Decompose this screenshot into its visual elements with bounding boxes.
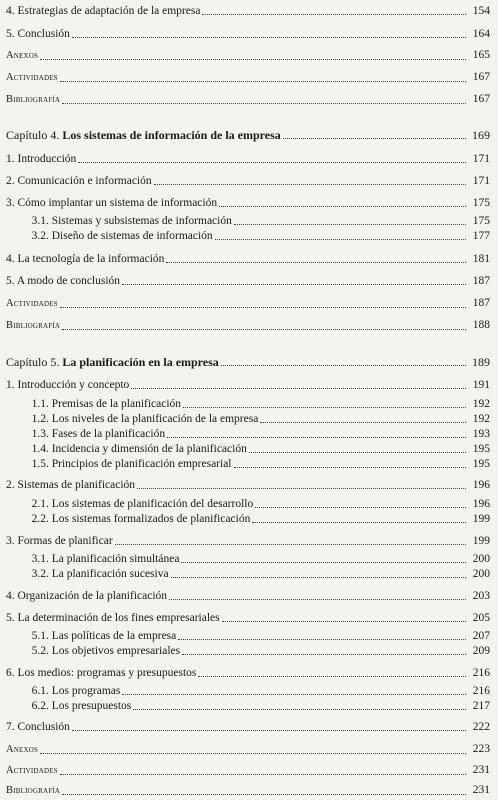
toc-section-entry[interactable] — [6, 589, 490, 603]
toc-subsection-entry[interactable] — [32, 699, 490, 713]
page-number: 199 — [472, 513, 490, 525]
toc-entry-title: 2.1. Los sistemas de planificación del desarrollo — [31, 498, 254, 510]
toc-entry-title: 5.1. Las políticas de la empresa — [31, 630, 177, 642]
toc-section-entry[interactable] — [6, 70, 490, 85]
page-number: 231 — [472, 764, 490, 776]
dot-leader — [133, 708, 466, 710]
toc-entry-title: 2. Comunicación e información — [6, 175, 152, 187]
toc-section-entry[interactable] — [6, 174, 490, 188]
page-number: 188 — [472, 319, 490, 331]
toc-entry-title: 5. La determinación de los fines empresariales — [6, 612, 220, 624]
dot-leader — [40, 58, 466, 60]
toc-section-entry[interactable] — [6, 378, 490, 392]
page-number: 181 — [472, 253, 490, 265]
dot-leader — [167, 436, 466, 438]
dot-leader — [221, 364, 466, 366]
toc-subsection-entry[interactable] — [32, 229, 490, 243]
dot-leader — [182, 653, 466, 655]
page-number: 193 — [472, 428, 490, 440]
toc-subsection-entry[interactable] — [32, 427, 490, 441]
toc-entry-title: 3. Formas de planificar — [6, 535, 113, 547]
toc-entry-title: 7. Conclusión — [6, 721, 70, 733]
toc-section-entry[interactable] — [6, 274, 490, 288]
dot-leader — [255, 506, 466, 508]
page-number: 222 — [472, 721, 490, 733]
page-number: 169 — [472, 128, 490, 142]
toc-entry-title: Actividades — [6, 72, 58, 83]
toc-entry-title: 1. Introducción — [6, 153, 77, 165]
toc-entry-title: Bibliografía — [6, 785, 61, 796]
dot-leader — [260, 421, 466, 423]
toc-section-entry[interactable] — [6, 720, 490, 734]
toc-entry-title: 1.1. Premisas de la planificación — [31, 398, 182, 410]
page-number: 200 — [472, 568, 490, 580]
section-divider — [0, 118, 498, 119]
toc-section-entry[interactable] — [6, 152, 490, 166]
page-number: 231 — [472, 784, 490, 796]
dot-leader — [171, 576, 466, 578]
toc-entry-title: 4. La tecnología de la información — [6, 253, 165, 265]
page-number: 196 — [472, 479, 490, 491]
toc-subsection-entry[interactable] — [32, 497, 490, 511]
dot-leader — [222, 620, 466, 622]
section-divider — [0, 345, 498, 346]
toc-subsection-entry[interactable] — [32, 567, 490, 581]
toc-entry-title: 4. Organización de la planificación — [6, 590, 168, 602]
toc-entry-title: 3. Cómo implantar un sistema de información — [6, 197, 218, 209]
page-number: 209 — [472, 645, 490, 657]
dot-leader — [252, 521, 466, 523]
toc-entry-title: 2. Sistemas de planificación — [6, 479, 136, 491]
page-number: 164 — [472, 28, 490, 40]
chapter-number: Capítulo 4. — [6, 128, 60, 142]
toc-section-entry[interactable] — [6, 763, 490, 778]
dot-leader — [154, 183, 466, 185]
page-number: 175 — [472, 197, 490, 209]
toc-entry-title: 1.5. Principios de planificación empresarial — [31, 458, 232, 470]
toc-entry-title: 4. Estrategias de adaptación de la empresa — [6, 5, 201, 17]
toc-subsection-entry[interactable] — [32, 512, 490, 526]
toc-entry-title: 5. A modo de conclusión — [6, 275, 121, 287]
toc-chapter-entry[interactable] — [6, 355, 490, 369]
dot-leader — [219, 205, 466, 207]
toc-subsection-entry[interactable] — [32, 552, 490, 566]
toc-entry-title: 3.2. Diseño de sistemas de información — [31, 230, 213, 242]
page-number: 223 — [472, 743, 490, 755]
page-number: 195 — [472, 443, 490, 455]
dot-leader — [234, 223, 466, 225]
toc-entry-title: 2.2. Los sistemas formalizados de planificación — [31, 513, 251, 525]
page-number: 192 — [472, 413, 490, 425]
dot-leader — [131, 387, 466, 389]
page-number: 167 — [472, 71, 490, 83]
toc-section-entry[interactable] — [6, 4, 490, 18]
dot-leader — [183, 406, 466, 408]
page-number: 203 — [472, 590, 490, 602]
toc-entry-title: Anexos — [6, 50, 39, 61]
dot-leader — [60, 80, 466, 82]
page-number: 187 — [472, 297, 490, 309]
dot-leader — [62, 793, 466, 795]
toc-entry-title: Bibliografía — [6, 320, 61, 331]
toc-section-entry[interactable] — [6, 92, 490, 107]
toc-entry-title: 1.4. Incidencia y dimensión de la planificación — [31, 443, 247, 455]
toc-subsection-entry[interactable] — [32, 442, 490, 456]
toc-section-entry[interactable] — [6, 296, 490, 311]
page-number: 165 — [472, 49, 490, 61]
toc-entry-title: 3.1. La planificación simultánea — [31, 553, 180, 565]
toc-section-entry[interactable] — [6, 252, 490, 266]
dot-leader — [122, 283, 466, 285]
page-number: 207 — [472, 630, 490, 642]
dot-leader — [198, 675, 466, 677]
toc-section-entry[interactable] — [6, 27, 490, 41]
page-number: 195 — [472, 458, 490, 470]
page-number: 171 — [472, 175, 490, 187]
page-number: 191 — [472, 379, 490, 391]
toc-section-entry[interactable] — [6, 534, 490, 548]
toc-section-entry[interactable] — [6, 196, 490, 210]
toc-entry-title — [6, 355, 219, 369]
toc-subsection-entry[interactable] — [32, 644, 490, 658]
dot-leader — [115, 543, 466, 545]
toc-section-entry[interactable] — [6, 318, 490, 333]
dot-leader — [62, 102, 466, 104]
page-number: 196 — [472, 498, 490, 510]
toc-subsection-entry[interactable] — [32, 684, 490, 698]
toc-subsection-entry[interactable] — [32, 397, 490, 411]
dot-leader — [40, 752, 466, 754]
dot-leader — [78, 161, 466, 163]
page-number: 216 — [472, 667, 490, 679]
page-number: 199 — [472, 535, 490, 547]
page-number: 154 — [472, 5, 490, 17]
toc-entry-title: 5.2. Los objetivos empresariales — [31, 645, 181, 657]
toc-entry-title: 1.3. Fases de la planificación — [31, 428, 166, 440]
toc-entry-title: 6.1. Los programas — [31, 685, 121, 697]
toc-entry-title: 3.2. La planificación sucesiva — [31, 568, 169, 580]
dot-leader — [215, 238, 466, 240]
toc-entry-title: 5. Conclusión — [6, 28, 70, 40]
toc-subsection-entry[interactable] — [32, 457, 490, 471]
chapter-number: Capítulo 5. — [6, 355, 60, 369]
page-number: 200 — [472, 553, 490, 565]
dot-leader — [122, 693, 466, 695]
toc-section-entry[interactable] — [6, 48, 490, 63]
toc-entry-title: Actividades — [6, 298, 58, 309]
dot-leader — [72, 36, 466, 38]
chapter-title: La planificación en la empresa — [62, 355, 219, 369]
toc-entry-title: Bibliografía — [6, 94, 61, 105]
toc-subsection-entry[interactable] — [32, 214, 490, 228]
dot-leader — [62, 328, 466, 330]
toc-subsection-entry[interactable] — [32, 629, 490, 643]
toc-section-entry[interactable] — [6, 666, 490, 680]
page-number: 205 — [472, 612, 490, 624]
dot-leader — [166, 261, 466, 263]
dot-leader — [137, 487, 466, 489]
dot-leader — [283, 137, 466, 139]
dot-leader — [181, 561, 466, 563]
toc-section-entry[interactable] — [6, 478, 490, 492]
page-number: 216 — [472, 685, 490, 697]
page-number: 217 — [472, 700, 490, 712]
page-number: 177 — [472, 230, 490, 242]
toc-entry-title: 1. Introducción y concepto — [6, 379, 130, 391]
dot-leader — [72, 729, 466, 731]
toc-entry-title: 6.2. Los presupuestos — [31, 700, 132, 712]
page-number: 171 — [472, 153, 490, 165]
toc-entry-title: 3.1. Sistemas y subsistemas de información — [31, 215, 232, 227]
toc-section-entry[interactable] — [6, 742, 490, 757]
toc-section-entry[interactable] — [6, 611, 490, 625]
page-number: 192 — [472, 398, 490, 410]
toc-entry-title: Anexos — [6, 744, 39, 755]
dot-leader — [60, 773, 466, 775]
page-number: 175 — [472, 215, 490, 227]
page-number: 167 — [472, 93, 490, 105]
dot-leader — [178, 638, 466, 640]
page-number: 187 — [472, 275, 490, 287]
dot-leader — [249, 451, 466, 453]
toc-subsection-entry[interactable] — [32, 412, 490, 426]
chapter-title: Los sistemas de información de la empresa — [62, 128, 281, 142]
page-number: 189 — [472, 355, 490, 369]
toc-section-entry[interactable] — [6, 783, 490, 798]
dot-leader — [234, 466, 466, 468]
toc-entry-title: Actividades — [6, 765, 58, 776]
toc-entry-title — [6, 128, 281, 142]
dot-leader — [60, 306, 466, 308]
toc-entry-title: 6. Los medios: programas y presupuestos — [6, 667, 197, 679]
toc-chapter-entry[interactable] — [6, 128, 490, 142]
dot-leader — [169, 598, 466, 600]
toc-entry-title: 1.2. Los niveles de la planificación de la empresa — [31, 413, 259, 425]
dot-leader — [202, 13, 466, 15]
